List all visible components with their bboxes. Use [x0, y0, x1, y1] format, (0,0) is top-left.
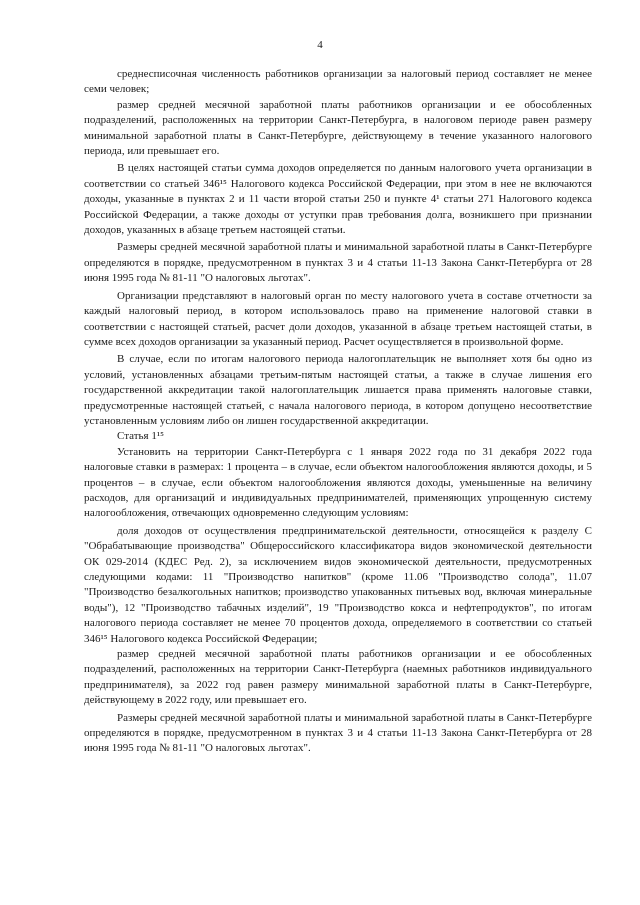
paragraph-reporting: Организации представляют в налоговый орган по месту налогового учета в составе отчетности за каждый налоговый период, в котором использовалось право на применение налоговой ставки в соответствии с настоящей статьей, расчет доли доходов, указанной в абзаце третьем настоящей статьи, в сумме всех доходов организации за указанный период. Расчет осуществляется в произвольной форме. [84, 289, 592, 348]
page-number: 4 [317, 39, 323, 51]
paragraph-income-definition: В целях настоящей статьи сумма доходов определяется по данным налогового учета организации в соответствии со статьей 346¹⁵ Налогового кодекса Российской Федерации, при этом в нее не включаются доходы, указанные в пунктах 2 и 11 части второй статьи 250 и пункте 4¹ статьи 271 Налогового кодекса Российской Федерации, а также доходы от уступки прав требования долга, возникшего при признании доходов, указанных в абзаце третьем настоящей статьи. [84, 162, 592, 237]
paragraph-salary-condition-2022: размер средней месячной заработной платы работников организации и ее обособленных подразделений, расположенных на территории Санкт-Петербурга (наемных работников индивидуального предпринимателя), за 2022 год равен размеру минимальной заработной платы в Санкт-Петербурге, действующему в 2022 году, или превышает его. [84, 648, 592, 707]
paragraph-headcount: среднесписочная численность работников организации за налоговый период составляет не менее семи человек; [84, 68, 592, 96]
paragraph-tax-rates-2022: Установить на территории Санкт-Петербурга с 1 января 2022 года по 31 декабря 2022 года налоговые ставки в размерах: 1 процента – в случае, если объектом налогообложения являются доходы, и 5 процентов – в случае, если объектом налогообложения являются доходы, уменьшенные на величину расходов, для организаций и индивидуальных предпринимателей, применяющих упрощенную систему налогообложения, отвечающих одновременно следующим условиям: [84, 445, 592, 520]
article-heading: Статья 1¹⁵ [117, 430, 164, 443]
paragraph-salary-procedure-2022: Размеры средней месячной заработной платы и минимальной заработной платы в Санкт-Петербурге определяются в порядке, предусмотренном в пунктах 3 и 4 статьи 11-13 Закона Санкт-Петербурга от 28 июня 1995 года № 81-11 "О налоговых льготах". [84, 711, 592, 755]
paragraph-salary-condition: размер средней месячной заработной платы работников организации и ее обособленных подразделений, расположенных на территории Санкт-Петербурга, в налоговом периоде равен размеру минимальной заработной платы в Санкт-Петербурге, действующему в течение указанного налогового периода, или превышает его. [84, 98, 592, 158]
document-body [84, 67, 592, 757]
paragraph-manufacturing-share: доля доходов от осуществления предпринимательской деятельности, относящейся к разделу С "Обрабатывающие производства" Общероссийского классификатора видов экономической деятельности ОК 029-2014 (КДЕС Ред. 2), за исключением видов экономической деятельности, предусмотренных следующими кодами: 11 "Производство напитков" (кроме 11.06 "Производство солода", 11.07 "Производство безалкогольных напитков; производство упакованных питьевых вод, включая минеральные воды"), 12 "Производство табачных изделий", 19 "Производство кокса и нефтепродуктов", по итогам налогового периода составляет не менее 70 процентов дохода, определяемого в соответствии со статьей 346¹⁵ Налогового кодекса Российской Федерации; [84, 524, 592, 645]
paragraph-loss-of-right: В случае, если по итогам налогового периода налогоплательщик не выполняет хотя бы одно из условий, установленных абзацами третьим-пятым настоящей статьи, а также в случае лишения его государственной аккредитации такой налогоплательщик лишается права применять налоговые ставки, предусмотренные настоящей статьей, с начала налогового периода, в котором допущено несоответствие установленным условиям либо он лишен государственной аккредитации. [84, 353, 592, 427]
paragraph-salary-procedure: Размеры средней месячной заработной платы и минимальной заработной платы в Санкт-Петербурге определяются в порядке, предусмотренном в пунктах 3 и 4 статьи 11-13 Закона Санкт-Петербурга от 28 июня 1995 года № 81-11 "О налоговых льготах". [84, 241, 592, 285]
